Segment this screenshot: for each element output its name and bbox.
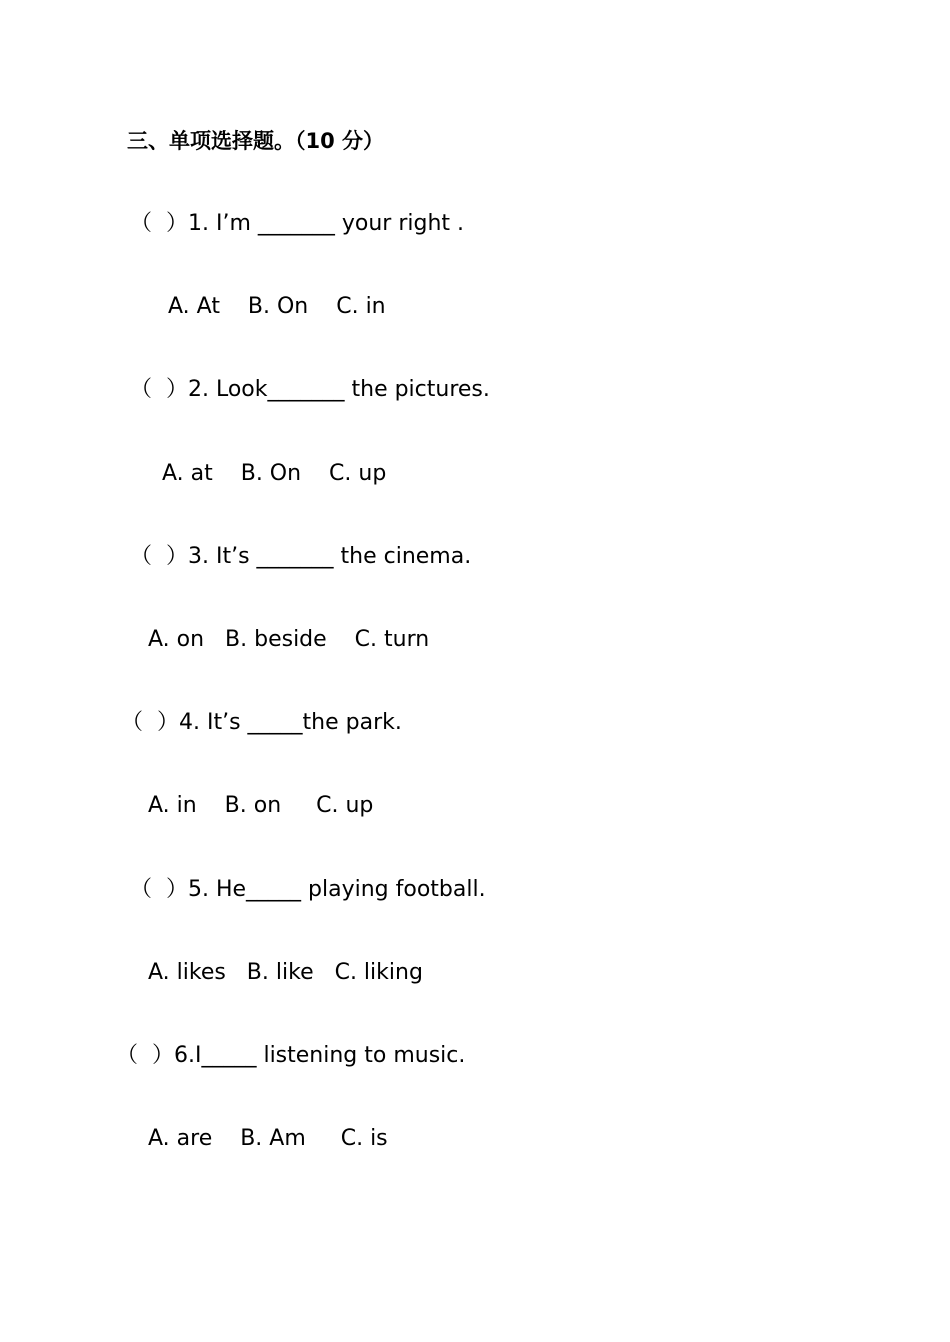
question-4-stem: （ ）4. It’s _____the park. bbox=[121, 710, 402, 735]
question-6-options: A. are B. Am C. is bbox=[148, 1126, 388, 1151]
question-4-options: A. in B. on C. up bbox=[148, 793, 374, 818]
question-1-stem: （ ）1. I’m _______ your right . bbox=[130, 211, 465, 236]
question-6-stem: （ ）6.I_____ listening to music. bbox=[116, 1043, 466, 1068]
question-5-stem: （ ）5. He_____ playing football. bbox=[130, 877, 486, 902]
question-2-stem: （ ）2. Look_______ the pictures. bbox=[130, 377, 490, 402]
question-2-options: A. at B. On C. up bbox=[162, 461, 387, 486]
section-heading: 三、单项选择题。（10 分） bbox=[127, 129, 385, 153]
question-5-options: A. likes B. like C. liking bbox=[148, 960, 423, 985]
question-1-options: A. At B. On C. in bbox=[168, 294, 386, 319]
question-3-stem: （ ）3. It’s _______ the cinema. bbox=[130, 544, 472, 569]
question-3-options: A. on B. beside C. turn bbox=[148, 627, 430, 652]
